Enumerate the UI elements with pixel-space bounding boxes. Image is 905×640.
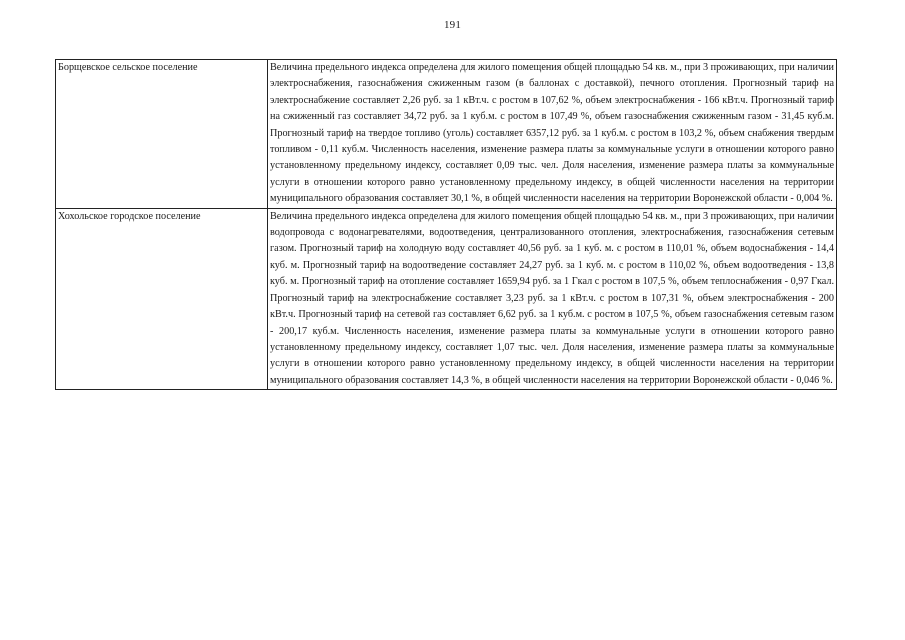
table-row — [56, 208, 837, 389]
index-description-cell: Величина предельного индекса определена для жилого помещения общей площадью 54 кв. м., при 3 проживающих, при наличии водопровода с водонагревателями, водоотведения, централизованного отопления, электроснабжения, газоснабжения сетевым газом. Прогнозный тариф на холодную воду составляет 40,56 руб. за 1 куб. м. с ростом в 110,01 %, объем водоснабжения - 14,4 куб. м. Прогнозный тариф на водоотведение составляет 24,27 руб. за 1 куб. м. с ростом в 110,02 %, объем водоотведения - 13,8 куб. м. Прогнозный тариф на отопление составляет 1659,94 руб. за 1 Гкал с ростом в 107,5 %, объем теплоснабжения - 0,97 Гкал. Прогнозный тариф на электроснабжение составляет 3,23 руб. за 1 кВт.ч. с ростом в 107,31 %, объем электроснабжения - 200 кВт.ч. Прогнозный тариф на сетевой газ составляет 6,62 руб. за 1 куб.м. с ростом в 107,5 %, объем газоснабжения сетевым газом - 200,17 куб.м. Численность населения, изменение размера платы за коммунальные услуги в отношении которого равно установленному предельному индексу, составляет 1,07 тыс. чел. Доля населения, изменение размера платы за коммунальные услуги в отношении которого равно установленному предельному индексу, в общей численности населения на территории муниципального образования составляет 14,3 %, в общей численности населения на территории Воронежской области - 0,046 %. — [268, 208, 837, 389]
settlement-name-cell: Борщевское сельское поселение — [56, 60, 268, 209]
settlement-index-table — [55, 59, 837, 390]
index-description-cell: Величина предельного индекса определена для жилого помещения общей площадью 54 кв. м., при 3 проживающих, при наличии электроснабжения, газоснабжения сжиженным газом (в баллонах с доставкой), печного отопления. Прогнозный тариф на электроснабжение составляет 2,26 руб. за 1 кВт.ч. с ростом в 107,62 %, объем электроснабжения - 166 кВт.ч. Прогнозный тариф на сжиженный газ составляет 34,72 руб. за 1 куб.м. с ростом в 107,49 %, объем газоснабжения сжиженным газом - 31,45 куб.м. Прогнозный тариф на твердое топливо (уголь) составляет 6357,12 руб. за 1 куб.м. с ростом в 103,2 %, объем снабжения твердым топливом - 0,11 куб.м. Численность населения, изменение размера платы за коммунальные услуги в отношении которого равно установленному предельному индексу, составляет 0,09 тыс. чел. Доля населения, изменение размера платы за коммунальные услуги в отношении которого равно установленному предельному индексу, в общей численности населения на территории муниципального образования составляет 30,1 %, в общей численности населения на территории Воронежской области - 0,004 %. — [268, 60, 837, 209]
table-row — [56, 60, 837, 209]
settlement-name-cell: Хохольское городское поселение — [56, 208, 268, 389]
page-number: 191 — [443, 19, 462, 31]
